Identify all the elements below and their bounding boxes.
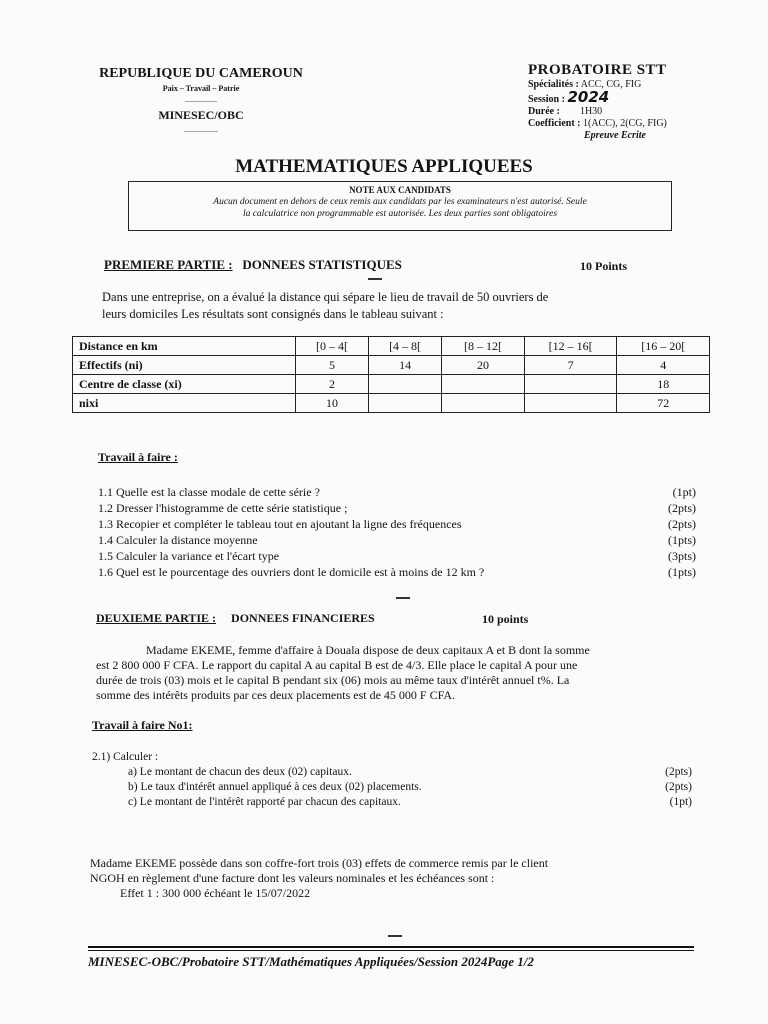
table-cell: Centre de classe (xi) xyxy=(73,375,296,394)
page-title: MATHEMATIQUES APPLIQUEES xyxy=(235,156,533,177)
effects-line-2: NGOH en règlement d'une facture dont les valeurs nominales et les échéances sont : xyxy=(90,871,495,885)
task-points: (2pts) xyxy=(668,501,696,515)
part1-intro xyxy=(102,289,548,323)
list-item xyxy=(98,484,696,500)
effects-paragraph xyxy=(90,856,548,901)
separator-dash xyxy=(368,278,382,280)
table-row xyxy=(73,337,710,356)
table-cell: [16 – 20[ xyxy=(617,337,710,356)
coef-line xyxy=(528,118,667,130)
list-item xyxy=(98,548,696,564)
table-row xyxy=(73,356,710,375)
list-item xyxy=(128,780,692,795)
part1-intro-line-1: Dans une entreprise, on a évalué la distance qui sépare le lieu de travail de 50 ouvriers de xyxy=(102,290,549,304)
task-points: (2pts) xyxy=(668,517,696,531)
coef-label: Coefficient : xyxy=(528,118,581,129)
table-cell xyxy=(369,394,442,413)
separator-dash xyxy=(388,935,402,937)
part2-line-4: somme des intérêts produits par ces deux placements est de 45 000 F CFA. xyxy=(96,688,456,702)
list-item xyxy=(98,500,696,516)
item-text: b) Le taux d'intérêt annuel appliqué à ces deux (02) placements. xyxy=(128,781,422,793)
note-line-2: la calculatrice non programmable est autorisée. Les deux parties sont obligatoires xyxy=(242,209,558,219)
task-text: 1.6 Quel est le pourcentage des ouvriers dont le domicile est à moins de 12 km ? xyxy=(98,565,485,579)
table-cell: Effectifs (ni) xyxy=(73,356,296,375)
part1-intro-line-2: leurs domiciles Les résultats sont consignés dans le tableau suivant : xyxy=(102,307,444,321)
part2-name: DONNEES FINANCIERES xyxy=(231,611,375,625)
part2-task-title: Travail à faire No1: xyxy=(92,718,193,732)
list-item xyxy=(98,516,696,532)
note-title: NOTE AUX CANDIDATS xyxy=(349,185,451,195)
note-box xyxy=(128,181,672,231)
table-cell: [12 – 16[ xyxy=(524,337,617,356)
item-text: a) Le montant de chacun des deux (02) capitaux. xyxy=(128,766,352,778)
item-points: (2pts) xyxy=(665,781,692,793)
table-cell: 18 xyxy=(617,375,710,394)
table-cell: [4 – 8[ xyxy=(369,337,442,356)
table-cell: 5 xyxy=(296,356,369,375)
epreuve-label: Epreuve Ecrite xyxy=(584,130,646,141)
task-text: 1.5 Calculer la variance et l'écart type xyxy=(98,549,280,563)
motto: Paix – Travail – Patrie xyxy=(162,84,240,93)
exam-title: PROBATOIRE STT xyxy=(528,62,667,78)
part2-points: 10 points xyxy=(482,612,529,626)
table-cell: Distance en km xyxy=(73,337,296,356)
list-item xyxy=(98,564,696,580)
task-text: 1.1 Quelle est la classe modale de cette série ? xyxy=(98,485,320,499)
table-cell: [0 – 4[ xyxy=(296,337,369,356)
table-cell xyxy=(524,394,617,413)
table-cell: 20 xyxy=(442,356,525,375)
table-cell: 14 xyxy=(369,356,442,375)
part1-label: PREMIERE PARTIE : xyxy=(104,257,233,272)
part2-line-2: est 2 800 000 F CFA. Le rapport du capital A au capital B est de 4/3. Elle place le capital A pour une xyxy=(96,658,578,672)
part1-points: 10 Points xyxy=(580,259,628,273)
table-cell xyxy=(442,375,525,394)
republic-title: REPUBLIQUE DU CAMEROUN xyxy=(99,66,303,81)
effects-line-1: Madame EKEME possède dans son coffre-fort trois (03) effets de commerce remis par le client xyxy=(90,856,549,870)
table-cell: 10 xyxy=(296,394,369,413)
part1-task-title: Travail à faire : xyxy=(98,450,178,464)
task-text: 1.4 Calculer la distance moyenne xyxy=(98,533,258,547)
header-left xyxy=(66,66,336,134)
part1-name: DONNEES STATISTIQUES xyxy=(242,257,402,272)
table-cell: 4 xyxy=(617,356,710,375)
list-item xyxy=(128,795,692,810)
duree-line xyxy=(528,106,667,118)
duree-value: 1H30 xyxy=(579,106,603,117)
dots-separator-2: ................. xyxy=(184,125,218,134)
dots-separator: ................ xyxy=(185,95,217,104)
item-text: c) Le montant de l'intérêt rapporté par chacun des capitaux. xyxy=(128,796,401,808)
session-value: 2024 xyxy=(567,88,610,106)
task-text: 1.2 Dresser l'histogramme de cette série statistique ; xyxy=(98,501,348,515)
separator-dash xyxy=(396,597,410,599)
table-cell: 7 xyxy=(524,356,617,375)
page-footer: MINESEC-OBC/Probatoire STT/Mathématiques Appliquées/Session 2024Page 1/2 xyxy=(88,954,534,969)
table-cell: nixi xyxy=(73,394,296,413)
table-row xyxy=(73,394,710,413)
part2-line-1: Madame EKEME, femme d'affaire à Douala dispose de deux capitaux A et B dont la somme xyxy=(146,643,590,657)
note-line-1: Aucun document en dehors de ceux remis aux candidats par les examinateurs n'est autorisé. Seule xyxy=(213,197,587,207)
session-label: Session : xyxy=(528,94,565,105)
table-cell xyxy=(442,394,525,413)
part1-task-list xyxy=(98,484,696,580)
header-right xyxy=(528,62,667,142)
item-points: (2pts) xyxy=(665,766,692,778)
footer-rule-thin xyxy=(88,950,694,951)
ministry: MINESEC/OBC xyxy=(158,108,244,122)
list-item xyxy=(98,532,696,548)
task-points: (1pts) xyxy=(668,533,696,547)
coef-value: 1(ACC), 2(CG, FIG) xyxy=(582,118,667,129)
table-cell: 2 xyxy=(296,375,369,394)
part2-label: DEUXIEME PARTIE : xyxy=(96,611,217,625)
task-points: (1pt) xyxy=(672,485,696,499)
part2-paragraph xyxy=(96,643,702,703)
statistics-table xyxy=(72,336,710,413)
table-row xyxy=(73,375,710,394)
table-cell xyxy=(524,375,617,394)
specialites-value: ACC, CG, FIG xyxy=(580,79,642,90)
table-cell: [8 – 12[ xyxy=(442,337,525,356)
list-item xyxy=(128,765,692,780)
footer-rule xyxy=(88,946,694,948)
task-text: 1.3 Recopier et compléter le tableau tout en ajoutant la ligne des fréquences xyxy=(98,517,462,531)
part2-heading xyxy=(96,611,375,626)
table-cell: 72 xyxy=(617,394,710,413)
part2-item-list xyxy=(128,765,692,810)
table-cell xyxy=(369,375,442,394)
effet-1: Effet 1 : 300 000 échéant le 15/07/2022 xyxy=(120,886,311,900)
task-points: (3pts) xyxy=(668,549,696,563)
task-points: (1pts) xyxy=(668,565,696,579)
item-points: (1pt) xyxy=(669,796,692,808)
specialites-label: Spécialités : xyxy=(528,79,579,90)
part2-line-3: durée de trois (03) mois et le capital B pendant six (06) mois au même taux d'intérêt annuel t%. La xyxy=(96,673,570,687)
duree-label: Durée : xyxy=(528,106,560,117)
part1-heading xyxy=(104,257,402,273)
session-line xyxy=(528,88,667,106)
calc-label: 2.1) Calculer : xyxy=(92,751,159,763)
